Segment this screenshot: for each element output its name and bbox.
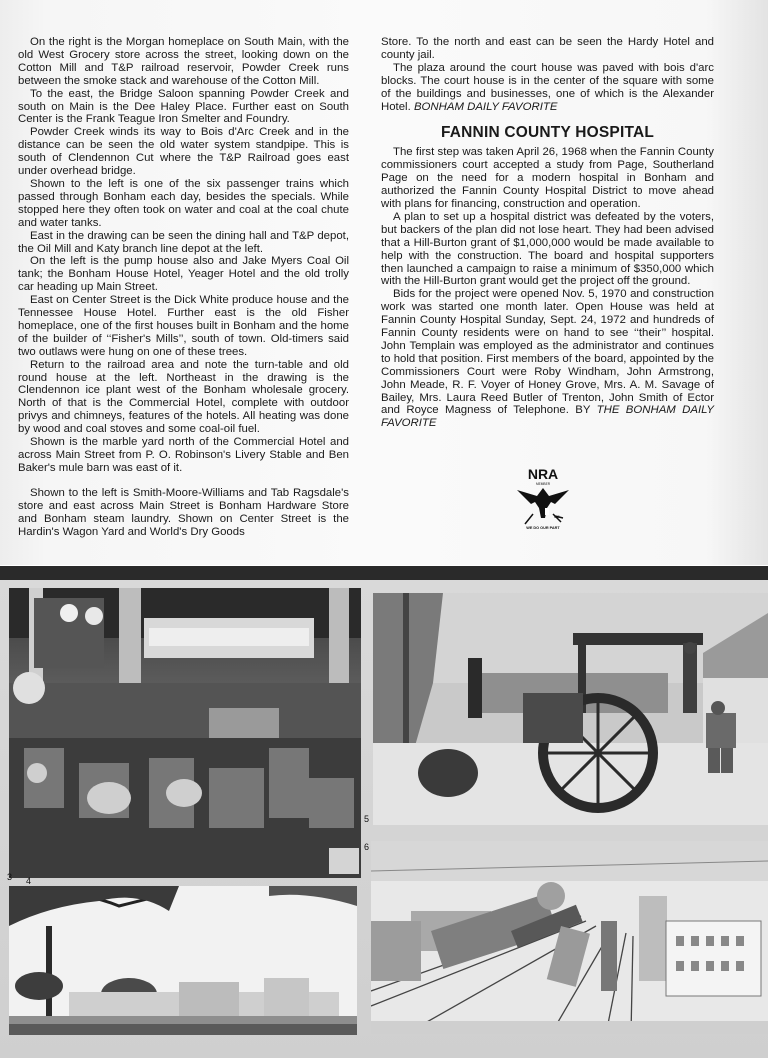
paragraph: East on Center Street is the Dick White produce house and the Tennessee House Hotel. Further east is the old Fisher homeplace, one of the first houses built in Bonham and the home of the builder of ‘‘Fisher's Mills’’, south of town. Old-timers said two outlaws were hung on one of these trees. [18, 294, 349, 358]
paragraph: Shown to the left is one of the six passenger trains which passed through Bonham each day, besides the specials. While stopped here they often took on water and coal at the coal chute and water tanks. [18, 177, 349, 229]
paragraph: On the right is the Morgan homeplace on South Main, with the old West Grocery store across the street, looking down on the Cotton Mill and T&P railroad reservoir, Powder Creek runs between the smoke stack and warehouse of the Cotton Mill. [18, 36, 349, 87]
paragraph-text: Bids for the project were opened Nov. 5, 1970 and construction work was started one month later. Open House was held at Fannin County Hospital Sunday, Sept. 24, 1972 and hundreds of Fannin County residents were on hand to see ‘‘their’’ hospital. John Templain was employed as the administrator and continues to hold that position. First members of the board, appointed by the Commissioners Court were Roby Windham, John Armstrong, John Meade, R. F. Voyer of Honey Grove, Mrs. A. M. Savage of Bailey, Mrs. Laura Reed Butler of Trenton, John Smith of Ector and Royce Magness of Telephone. [381, 288, 714, 417]
byline: THE BONHAM DAILY FAVORITE [381, 404, 715, 430]
hospital-photo [9, 886, 357, 1035]
paragraph [381, 288, 714, 430]
paragraph: Store. To the north and east can be seen the Hardy Hotel and county jail. [381, 36, 714, 61]
logo-member-text: MEMBER [536, 482, 550, 486]
figure-number: 6 [364, 842, 370, 852]
figure-number: 4 [26, 876, 32, 886]
paragraph: East in the drawing can be seen the dining hall and T&P depot, the Oil Mill and Katy branch line depot at the left. [18, 229, 349, 255]
paragraph: Shown is the marble yard north of the Commercial Hotel and across Main Street from P. O. Robinson's Livery Stable and Ben Baker's mule barn was east of it. [18, 436, 349, 474]
steam-roller-photo [373, 593, 768, 825]
paragraph [381, 62, 714, 114]
paragraph-text: The plaza around the court house was paved with bois d'arc blocks. The court house is in the center of the square with some of the buildings and businesses, one of which is the Alexander Hotel. [381, 61, 714, 113]
furniture-store-photo [9, 588, 361, 878]
logo-us-text: U.S. [554, 515, 561, 519]
byline: BONHAM DAILY FAVORITE [413, 100, 558, 113]
right-text-column [381, 36, 714, 430]
paragraph: A plan to set up a hospital district was defeated by the voters, but backers of the plan did not lose heart. They had been advised that a Hill-Burton grant of $1,000,000 would be made available to help with the construction. The board and hospital supporters then launched a campaign to raise a minimum of $350,000 which with the Hill-Burton grant would get the project off the ground. [381, 210, 714, 288]
paragraph: Shown to the left is Smith-Moore-Williams and Tab Ragsdale's store and east across Main Street is Bonham Hardware Store and Bonham steam laundry. Shown on Center Street is the Hardin's Wagon Yard and World's Dry Goods [18, 486, 349, 538]
byline-prefix: BY [575, 404, 591, 417]
paragraph: Powder Creek winds its way to Bois d'Arc Creek and in the distance can be seen the old water system standpipe. This is south of Clendennon Cut where the T&P Railroad goes east under overhead bridge. [18, 126, 349, 178]
figure-number: 3 [7, 872, 13, 882]
nra-eagle-logo [511, 466, 575, 532]
page-divider [0, 566, 768, 580]
paragraph: The first step was taken April 26, 1968 when the Fannin County commissioners court accepted a study from Page, Southerland Page on the need for a modern hospital in Bonham and authorized the Fannin County Hospital District to move ahead with plans for financing, construction and operation. [381, 146, 714, 210]
left-text-column [18, 36, 349, 538]
paragraph: Return to the railroad area and note the turn-table and old round house at the left. Northeast in the drawing is the Clendennon ice plant west of the Bonham wholesale grocery. North of that is the Commercial Hotel, complete with outdoor privys and chimneys, features of the hotels. All heating was done by wood and coal stoves and some coal-oil fuel. [18, 358, 349, 436]
paragraph: To the east, the Bridge Saloon spanning Powder Creek and south on Main is the Dee Haley Place. Further east on South Center is the Frank Teague Iron Smelter and Foundry. [18, 87, 349, 126]
logo-nra-text: NRA [527, 466, 559, 482]
logo-motto-text: WE DO OUR PART [526, 526, 560, 530]
paragraph: On the left is the pump house also and Jake Myers Coal Oil tank; the Bonham House Hotel, Yeager Hotel and the old trolly car heading up Main Street. [18, 255, 349, 294]
figure-number: 5 [364, 814, 370, 824]
railroad-yard-drawing [371, 841, 768, 1034]
section-heading: FANNIN COUNTY HOSPITAL [440, 124, 655, 142]
